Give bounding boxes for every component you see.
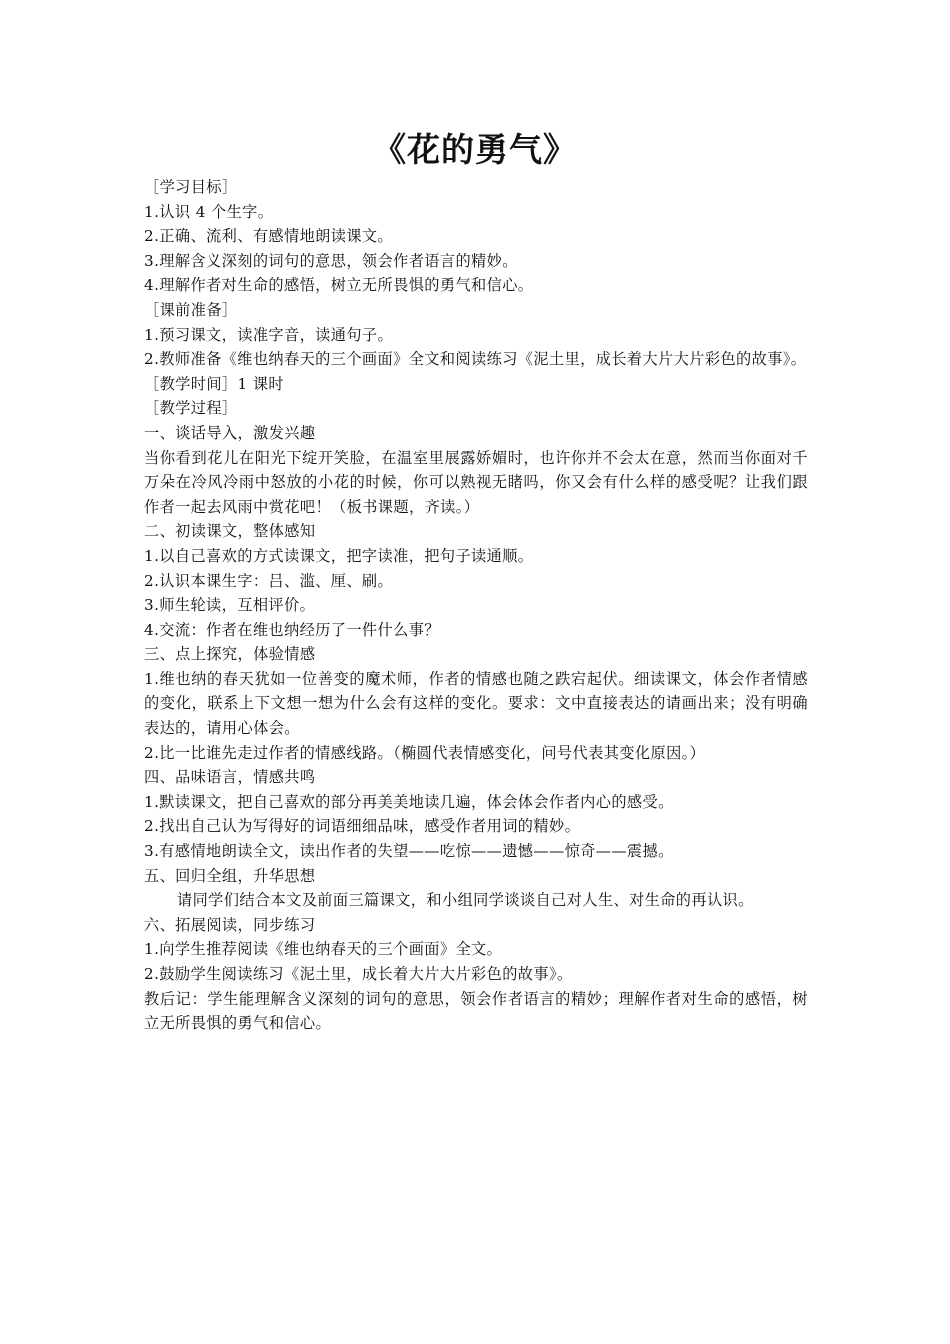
section-heading-process: ［教学过程］ (144, 399, 238, 418)
section-heading-time: ［教学时间］1 课时 (144, 374, 284, 393)
body-paragraph: 当你看到花儿在阳光下绽开笑脸，在温室里展露娇媚时，也许你并不会太在意，然而当你面对千万朵在冷风冷雨中怒放的小花的时候，你可以熟视无睹吗，你又会有什么样的感受呢？让我们跟作者一起去风雨中赏花吧！（板书课题，齐读。） (144, 448, 808, 516)
step-item: 1.向学生推荐阅读《维也纳春天的三个画面》全文。 (144, 940, 503, 959)
document-body (144, 175, 808, 1036)
step-item: 2.鼓励学生阅读练习《泥土里，成长着大片大片彩色的故事》。 (144, 965, 573, 983)
section-heading-preparation: ［课前准备］ (144, 300, 238, 319)
teaching-reflection: 教后记：学生能理解含义深刻的词句的意思，领会作者语言的精妙；理解作者对生命的感悟，树立无所畏惧的勇气和信心。 (144, 989, 808, 1033)
step-heading: 三、点上探究，体验情感 (144, 645, 316, 664)
step-heading: 五、回归全组，升华思想 (144, 866, 316, 885)
step-item: 2.找出自己认为写得好的词语细细品味，感受作者用词的精妙。 (144, 817, 581, 836)
step-heading: 二、初读课文，整体感知 (144, 522, 316, 541)
step-item: 2.认识本课生字：吕、滥、厘、刷。 (144, 571, 394, 590)
objective-item: 1.认识 4 个生字。 (144, 202, 274, 221)
step-item: 2.比一比谁先走过作者的情感线路。（椭圆代表情感变化，问号代表其变化原因。） (144, 743, 706, 762)
body-paragraph: 请同学们结合本文及前面三篇课文，和小组同学谈谈自己对人生、对生命的再认识。 (177, 891, 754, 910)
step-item: 1.维也纳的春天犹如一位善变的魔术师，作者的情感也随之跌宕起伏。细读课文，体会作者情感的变化，联系上下文想一想为什么会有这样的变化。要求：文中直接表达的请画出来；没有明确表达的，请用心体会。 (144, 669, 808, 738)
step-item: 1.以自己喜欢的方式读课文，把字读准，把句子读通顺。 (144, 546, 534, 565)
section-heading-objectives: ［学习目标］ (144, 178, 238, 196)
step-heading: 四、品味语言，情感共鸣 (144, 768, 316, 787)
step-heading: 一、谈话导入，激发兴趣 (144, 423, 316, 442)
preparation-item: 2.教师准备《维也纳春天的三个画面》全文和阅读练习《泥土里，成长着大片大片彩色的故事》。 (144, 350, 807, 369)
step-item: 1.默读课文，把自己喜欢的部分再美美地读几遍，体会体会作者内心的感受。 (144, 792, 674, 811)
objective-item: 4.理解作者对生命的感悟，树立无所畏惧的勇气和信心。 (144, 276, 534, 295)
objective-item: 3.理解含义深刻的词句的意思，领会作者语言的精妙。 (144, 251, 518, 270)
preparation-item: 1.预习课文，读准字音，读通句子。 (144, 325, 394, 344)
step-item: 4.交流：作者在维也纳经历了一件什么事？ (144, 620, 440, 639)
step-item: 3.有感情地朗读全文，读出作者的失望——吃惊——遗憾——惊奇——震撼。 (144, 842, 674, 861)
step-item: 3.师生轮读，互相评价。 (144, 596, 316, 615)
document-title: 《花的勇气》 (373, 130, 577, 169)
step-heading: 六、拓展阅读，同步练习 (144, 915, 316, 934)
objective-item: 2.正确、流利、有感情地朗读课文。 (144, 227, 394, 246)
